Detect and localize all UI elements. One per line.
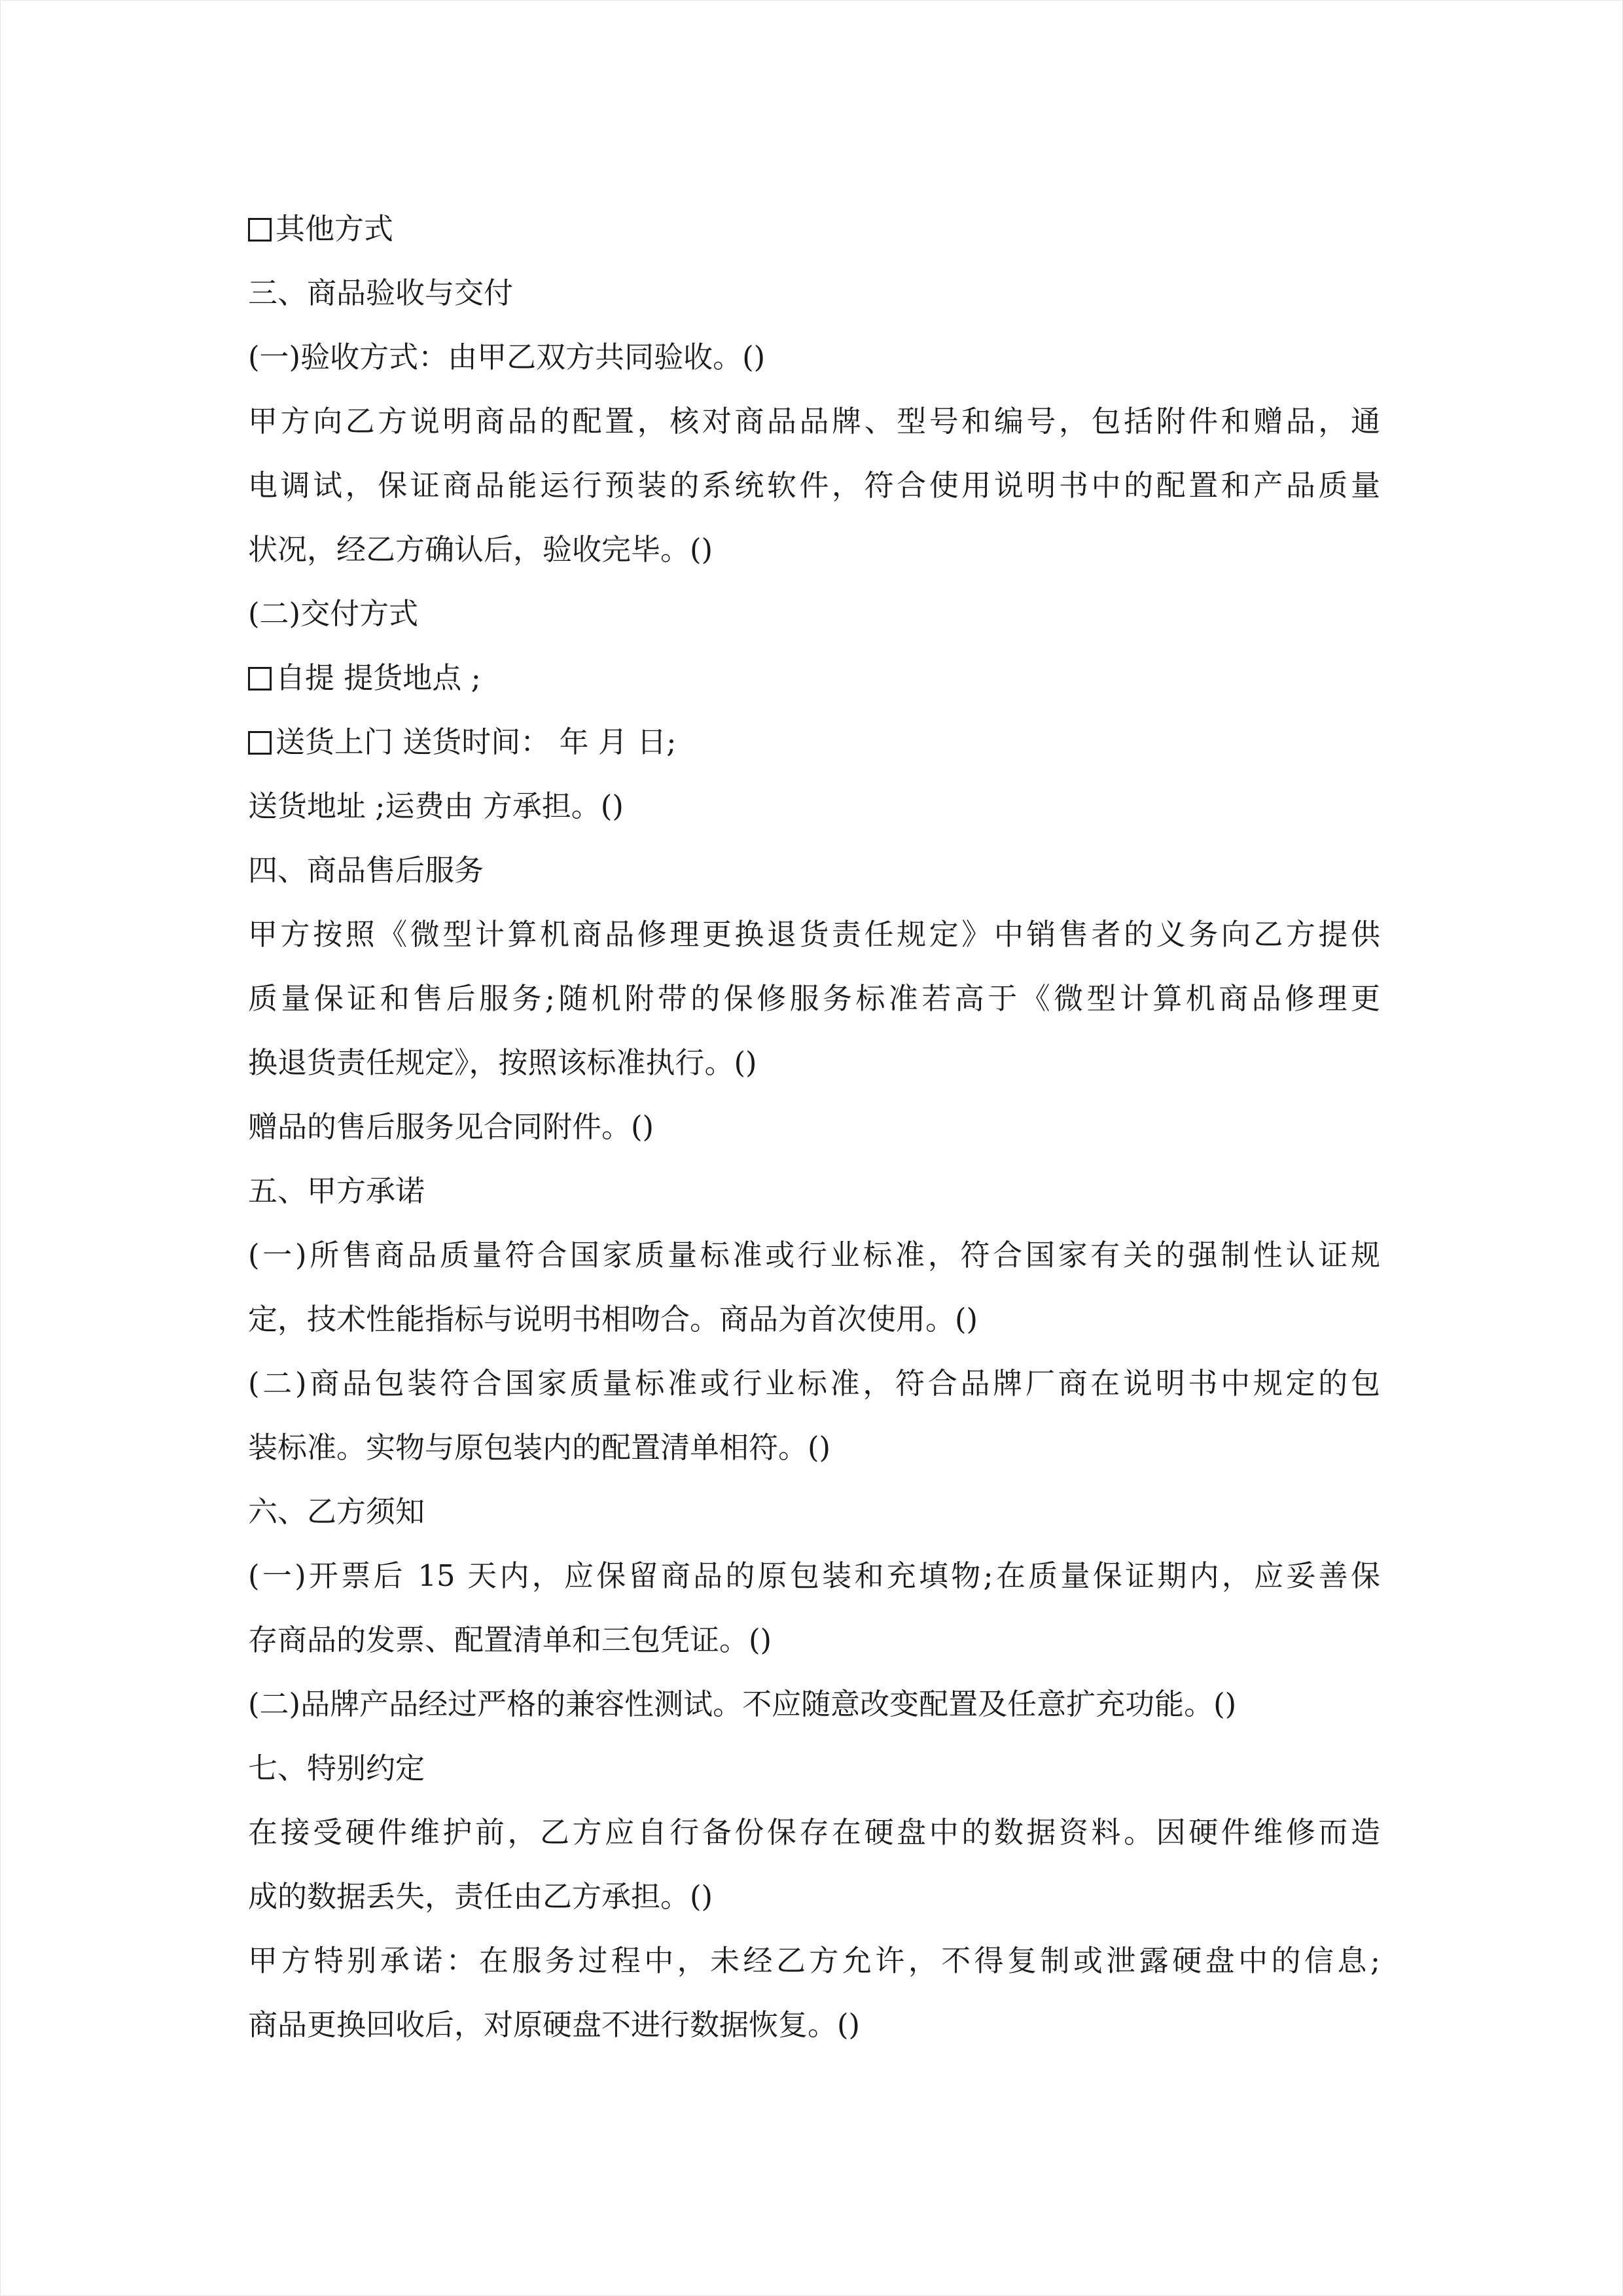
paragraph-line: 送货地址 ;运费由 方承担。()	[248, 789, 624, 823]
section-heading: 五、甲方承诺	[248, 1174, 425, 1208]
paragraph-line: 甲方特别承诺：在服务过程中，未经乙方允许，不得复制或泄露硬盘中的信息;	[248, 1943, 1380, 1978]
checkbox-icon[interactable]	[248, 218, 272, 242]
paragraph-line: 在接受硬件维护前，乙方应自行备份保存在硬盘中的数据资料。因硬件维修而造	[248, 1815, 1380, 1850]
subsection-heading: (二)交付方式	[248, 596, 419, 631]
option-delivery: 送货上门 送货时间： 年 月 日;	[248, 710, 1380, 774]
paragraph-line: 赠品的售后服务见合同附件。()	[248, 1109, 654, 1144]
section-heading: 七、特别约定	[248, 1751, 425, 1785]
paragraph-line: 换退货责任规定》，按照该标准执行。()	[248, 1045, 757, 1080]
paragraph-line: 商品更换回收后，对原硬盘不进行数据恢复。()	[248, 2007, 861, 2042]
checkbox-icon[interactable]	[248, 667, 272, 691]
checkbox-icon[interactable]	[248, 731, 272, 755]
section-heading: 四、商品售后服务	[248, 853, 484, 888]
paragraph-line: 甲方向乙方说明商品的配置，核对商品品牌、型号和编号，包括附件和赠品，通	[248, 404, 1380, 439]
paragraph-line: 装标准。实物与原包装内的配置清单相符。()	[248, 1430, 831, 1465]
paragraph-line: (一)开票后 15 天内，应保留商品的原包装和充填物;在质量保证期内，应妥善保	[248, 1558, 1380, 1593]
paragraph-line: 成的数据丢失，责任由乙方承担。()	[248, 1879, 713, 1914]
paragraph-line: (一)验收方式：由甲乙双方共同验收。()	[248, 340, 766, 374]
paragraph-line: 定，技术性能指标与说明书相吻合。商品为首次使用。()	[248, 1302, 978, 1336]
section-heading: 三、商品验收与交付	[248, 276, 514, 310]
paragraph-line: 甲方按照《微型计算机商品修理更换退货责任规定》中销售者的义务向乙方提供	[248, 917, 1380, 952]
document-body	[248, 197, 1380, 2057]
paragraph-line: 质量保证和售后服务;随机附带的保修服务标准若高于《微型计算机商品修理更	[248, 981, 1380, 1016]
option-self-pickup: 自提 提货地点 ;	[248, 646, 1380, 710]
paragraph-line: 存商品的发票、配置清单和三包凭证。()	[248, 1623, 772, 1657]
paragraph-line: (一)所售商品质量符合国家质量标准或行业标准，符合国家有关的强制性认证规	[248, 1238, 1380, 1272]
section-heading: 六、乙方须知	[248, 1494, 425, 1529]
paragraph-line: 电调试，保证商品能运行预装的系统软件，符合使用说明书中的配置和产品质量	[248, 468, 1380, 503]
paragraph-line: 状况，经乙方确认后，验收完毕。()	[248, 532, 713, 567]
paragraph-line: (二)商品包装符合国家质量标准或行业标准，符合品牌厂商在说明书中规定的包	[248, 1366, 1380, 1401]
paragraph-line: (二)品牌产品经过严格的兼容性测试。不应随意改变配置及任意扩充功能。()	[248, 1687, 1237, 1721]
option-other-method: 其他方式	[248, 197, 1380, 261]
